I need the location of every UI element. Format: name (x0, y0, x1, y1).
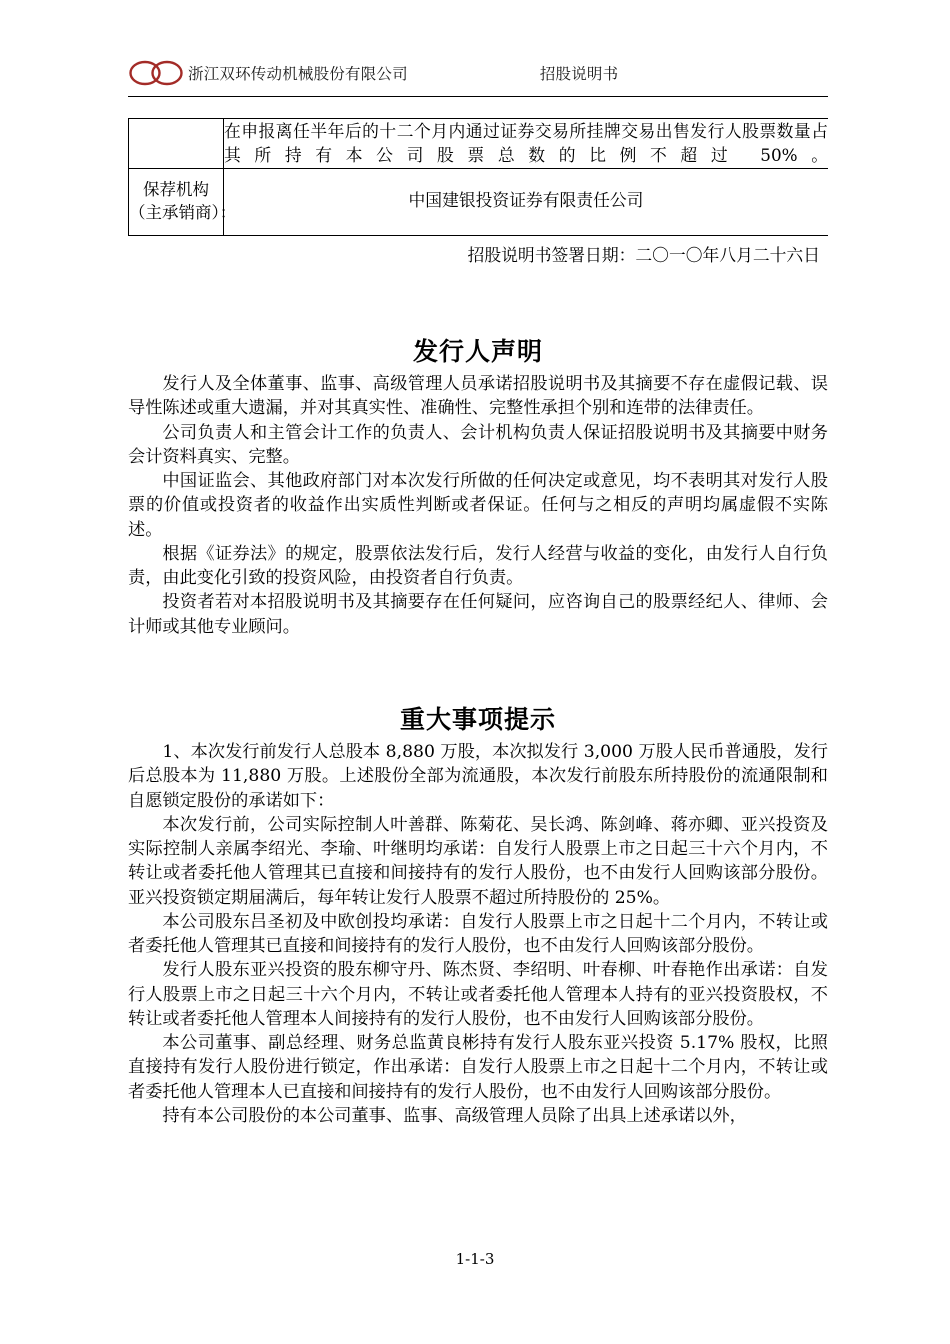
highlights-paragraph: 本次发行前，公司实际控制人叶善群、陈菊花、吴长鸿、陈剑峰、蒋亦卿、亚兴投资及实际控制人亲属李绍光、李瑜、叶继明均承诺：自发行人股票上市之日起三十六个月内，不转让或者委托他人管理其已直接和间接持有的发行人股份，也不由发行人回购该部分股份。亚兴投资锁定期届满后，每年转让发行人股票不超过所持股份的 25%。 (128, 814, 828, 908)
header-row (128, 56, 828, 90)
double-circle-logo-icon (128, 60, 186, 86)
header-divider (128, 96, 828, 97)
declaration-paragraph: 中国证监会、其他政府部门对本次发行所做的任何决定或意见，均不表明其对发行人股票的价值或投资者的收益作出实质性判断或者保证。任何与之相反的声明均属虚假不实陈述。 (128, 471, 828, 540)
page-header (128, 56, 828, 96)
declaration-paragraph: 发行人及全体董事、监事、高级管理人员承诺招股说明书及其摘要不存在虚假记载、误导性陈述或重大遗漏，并对其真实性、准确性、完整性承担个别和连带的法律责任。 (128, 374, 828, 419)
major-matters-section (128, 700, 828, 1128)
highlights-paragraph: 本公司股东吕圣初及中欧创投均承诺：自发行人股票上市之日起十二个月内，不转让或者委托他人管理其已直接和间接持有的发行人股份，也不由发行人回购该部分股份。 (128, 911, 828, 956)
sponsor-label-line2: （主承销商）： (129, 202, 237, 222)
table-row (129, 119, 829, 169)
sponsor-label-line1: 保荐机构 (143, 180, 209, 200)
cover-info-table (128, 118, 828, 273)
sign-date-text: 招股说明书签署日期：二〇一〇年八月二十六日 (467, 244, 820, 265)
sponsor-label (129, 179, 237, 224)
table-row-signdate (129, 235, 829, 273)
declaration-paragraph: 公司负责人和主管会计工作的负责人、会计机构负责人保证招股说明书及其摘要中财务会计资料真实、完整。 (128, 422, 828, 467)
table-row (129, 168, 829, 235)
highlights-paragraph: 持有本公司股份的本公司董事、监事、高级管理人员除了出具上述承诺以外， (162, 1105, 747, 1126)
issuer-declaration-section (128, 332, 828, 639)
page-footer (0, 1250, 950, 1268)
declaration-paragraph: 投资者若对本招股说明书及其摘要存在任何疑问，应咨询自己的股票经纪人、律师、会计师或其他专业顾问。 (128, 592, 828, 637)
highlights-paragraph: 发行人股东亚兴投资的股东柳守丹、陈杰贤、李绍明、叶春柳、叶春艳作出承诺：自发行人股票上市之日起三十六个月内，不转让或者委托他人管理本人持有的亚兴投资股权，不转让或者委托他人管理本人间接持有的发行人股份，也不由发行人回购该部分股份。 (128, 960, 828, 1029)
sponsor-institution-name: 中国建银投资证券有限责任公司 (408, 189, 644, 210)
table-cell-sponsor-label (129, 168, 237, 235)
table-cell-signdate (129, 235, 829, 273)
table-cell-label-empty (129, 119, 224, 169)
issuer-declaration-title: 发行人声明 (412, 337, 543, 366)
declaration-paragraph: 根据《证券法》的规定，股票依法发行后，发行人经营与收益的变化，由发行人自行负责，由此变化引致的投资风险，由投资者自行负责。 (128, 543, 828, 588)
page-number: 1-1-3 (455, 1250, 495, 1268)
highlights-paragraph: 本公司董事、副总经理、财务总监黄良彬持有发行人股东亚兴投资 5.17% 股权，比照直接持有发行人股份进行锁定，作出承诺：自发行人股票上市之日起十二个月内，不转让或者委托他人管理本人已直接和间接持有的发行人股份，也不由发行人回购该部分股份。 (128, 1033, 828, 1102)
lockup-clause-text: 在申报离任半年后的十二个月内通过证券交易所挂牌交易出售发行人股票数量占其所持有本公司股票总数的比例不超过 50%。 (224, 121, 828, 166)
table-cell-clause (224, 119, 829, 169)
highlights-paragraph: 1、本次发行前发行人总股本 8,880 万股，本次拟发行 3,000 万股人民币普通股，发行后总股本为 11,880 万股。上述股份全部为流通股，本次发行前股东所持股份的流通限制和自愿锁定股份的承诺如下： (128, 742, 828, 811)
table-cell-sponsor-name (224, 168, 829, 235)
header-doc-type: 招股说明书 (539, 65, 619, 83)
major-matters-title: 重大事项提示 (399, 705, 556, 734)
header-company-name: 浙江双环传动机械股份有限公司 (188, 65, 408, 83)
